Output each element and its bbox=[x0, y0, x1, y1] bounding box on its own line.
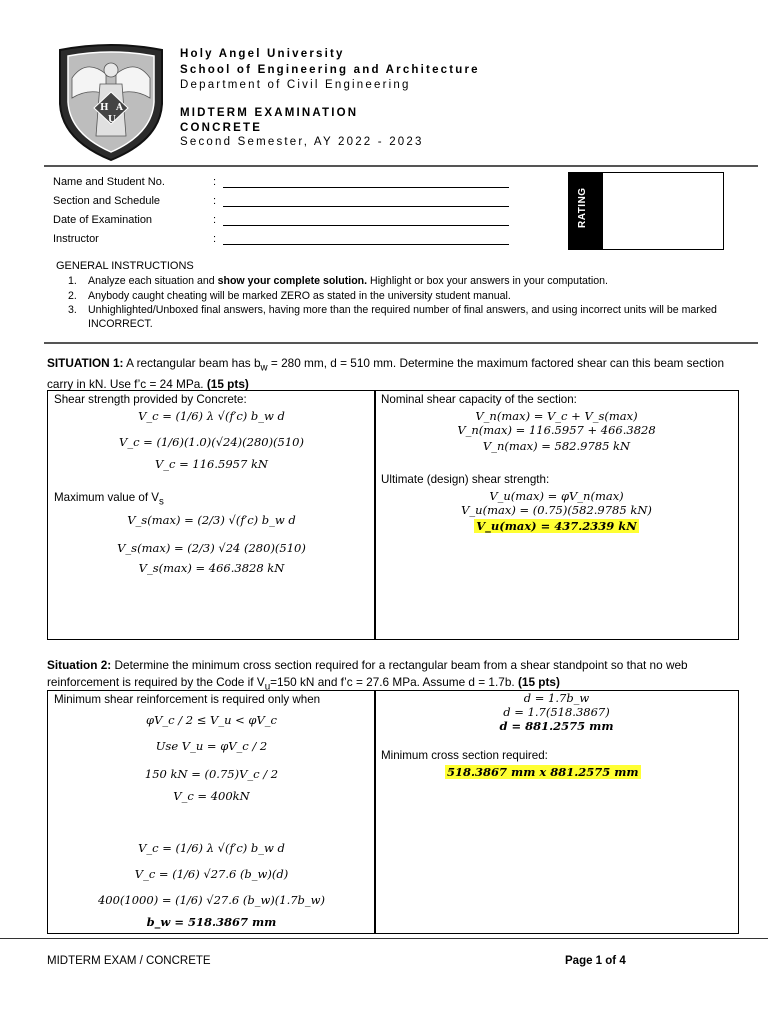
instructions-divider bbox=[44, 342, 758, 344]
situation-1-label: SITUATION 1: bbox=[47, 356, 124, 370]
s2-eq-vc-sub: V_c = (1/6) √27.6 (b_w)(d) bbox=[134, 867, 289, 881]
situation-2-text: Determine the minimum cross section required for a rectangular beam from a shear standpoint so that no web reinforcement is required by the Code if V bbox=[47, 658, 688, 689]
s2-eq-d-formula: d = 1.7b_w bbox=[523, 691, 590, 705]
s1-left-heading: Shear strength provided by Concrete: bbox=[54, 393, 247, 406]
field-colon: : bbox=[213, 233, 217, 245]
s2-answer bbox=[445, 765, 641, 779]
rating-label: RATING bbox=[577, 187, 588, 228]
situation-2-label: Situation 2: bbox=[47, 658, 112, 672]
school-name: School of Engineering and Architecture bbox=[180, 64, 480, 76]
field-line bbox=[223, 225, 509, 226]
s1-right-heading-2: Ultimate (design) shear strength: bbox=[381, 473, 550, 486]
instruction-num: 3. bbox=[68, 304, 77, 316]
instruction-num: 1. bbox=[68, 275, 77, 287]
university-name: Holy Angel University bbox=[180, 48, 345, 60]
exam-subject: CONCRETE bbox=[180, 122, 263, 134]
s1-answer-highlight: V_u(max) = 437.2339 kN bbox=[476, 519, 637, 533]
instruction-text: Anybody caught cheating will be marked ZERO as stated in the university student manual. bbox=[88, 290, 511, 302]
s1-eq-vs-result: V_s(max) = 466.3828 kN bbox=[138, 561, 285, 575]
field-colon: : bbox=[213, 176, 217, 188]
seal-letter-u: U bbox=[108, 115, 116, 125]
s1-eq-vn-sub: V_n(max) = 116.5957 + 466.3828 bbox=[457, 423, 656, 437]
s2-eq-bw-result: b_w = 518.3867 mm bbox=[146, 915, 277, 929]
instructions-title: GENERAL INSTRUCTIONS bbox=[56, 260, 194, 272]
field-label: Name and Student No. bbox=[53, 176, 165, 188]
rating-box bbox=[568, 172, 724, 250]
s1-right-heading: Nominal shear capacity of the section: bbox=[381, 393, 577, 406]
s1-eq-vu-formula: V_u(max) = φV_n(max) bbox=[489, 489, 624, 503]
s2-answer-highlight: 518.3867 mm x 881.2575 mm bbox=[447, 765, 639, 779]
department-name: Department of Civil Engineering bbox=[180, 79, 411, 91]
s2-eq-d-sub: d = 1.7(518.3867) bbox=[503, 705, 610, 719]
situation-2-left-box bbox=[47, 690, 376, 934]
s2-eq-use: Use V_u = φV_c / 2 bbox=[155, 739, 268, 753]
s1-eq-vs-formula: V_s(max) = (2/3) √(f′c) b_w d bbox=[127, 513, 296, 527]
s2-right-heading: Minimum cross section required: bbox=[381, 749, 548, 762]
exam-title: MIDTERM EXAMINATION bbox=[180, 107, 359, 119]
footer-title: MIDTERM EXAM / CONCRETE bbox=[47, 955, 211, 967]
s2-eq-d-result: d = 881.2575 mm bbox=[499, 719, 614, 733]
situation-1-text: A rectangular beam has b bbox=[123, 356, 261, 370]
field-label: Section and Schedule bbox=[53, 195, 161, 207]
s1-eq-vn-formula: V_n(max) = V_c + V_s(max) bbox=[475, 409, 638, 423]
situation-2-points: (15 pts) bbox=[517, 675, 560, 689]
instruction-text: Unhighlighted/Unboxed final answers, having more than the required number of final answers, and using incorrect units will be marked INCORRECT. bbox=[88, 304, 717, 330]
exam-semester: Second Semester, AY 2022 - 2023 bbox=[180, 136, 424, 148]
situation-2-right-box bbox=[374, 690, 739, 934]
s2-left-heading: Minimum shear reinforcement is required only when bbox=[54, 693, 321, 706]
footer-page-number: Page 1 of 4 bbox=[565, 955, 626, 967]
instruction-bold: show your complete solution. bbox=[217, 275, 368, 287]
situation-1-statement bbox=[47, 355, 737, 393]
field-label: Date of Examination bbox=[53, 214, 153, 226]
s1-eq-vs-sub: V_s(max) = (2/3) √24 (280)(510) bbox=[117, 541, 306, 555]
situation-2-text-2: =150 kN and f’c = 27.6 MPa. Assume d = 1.7b. bbox=[270, 675, 518, 689]
instruction-text-post: Highlight or box your answers in your computation. bbox=[367, 275, 608, 287]
s1-eq-vc-sub: V_c = (1/6)(1.0)(√24)(280)(510) bbox=[119, 435, 304, 449]
s1-eq-vc-result: V_c = 116.5957 kN bbox=[154, 457, 268, 471]
subscript: u bbox=[264, 681, 271, 693]
instruction-num: 2. bbox=[68, 290, 77, 302]
s2-eq-vc-formula: V_c = (1/6) λ √(f′c) b_w d bbox=[138, 841, 285, 855]
university-seal bbox=[56, 44, 166, 162]
s2-eq-vc-result: V_c = 400kN bbox=[173, 789, 250, 803]
subscript: w bbox=[260, 362, 268, 374]
s1-left-heading-2 bbox=[54, 491, 164, 507]
subscript: s bbox=[159, 496, 164, 508]
s1-eq-vn-result: V_n(max) = 582.9785 kN bbox=[482, 439, 631, 453]
field-colon: : bbox=[213, 195, 217, 207]
instruction-text: Analyze each situation and bbox=[88, 275, 218, 287]
s1-eq-vu-sub: V_u(max) = (0.75)(582.9785 kN) bbox=[461, 503, 652, 517]
s2-eq-condition: φV_c / 2 ≤ V_u < φV_c bbox=[146, 713, 277, 727]
footer-divider bbox=[0, 938, 768, 939]
s2-eq-150: 150 kN = (0.75)V_c / 2 bbox=[144, 767, 279, 781]
situation-1-points: (15 pts) bbox=[206, 377, 249, 392]
field-label: Instructor bbox=[53, 233, 99, 245]
situation-1-left-box bbox=[47, 390, 376, 640]
s1-eq-vc-formula: V_c = (1/6) λ √(f′c) b_w d bbox=[138, 409, 285, 423]
s2-eq-solve: 400(1000) = (1/6) √27.6 (b_w)(1.7b_w) bbox=[97, 893, 325, 907]
s1-answer bbox=[375, 519, 738, 533]
field-line bbox=[223, 187, 509, 188]
field-colon: : bbox=[213, 214, 217, 226]
seal-letter-h: H bbox=[100, 103, 109, 113]
field-line bbox=[223, 206, 509, 207]
situation-1-right-box bbox=[374, 390, 739, 640]
header-divider bbox=[44, 165, 758, 167]
situation-1-text-2: = 280 mm, d = 510 mm. Determine the maximum factored shear can this beam section carry in kN. Use f’c = 24 MPa. bbox=[47, 356, 725, 392]
seal-letter-a: A bbox=[116, 103, 123, 113]
field-line bbox=[223, 244, 509, 245]
s1-heading-text: Maximum value of V bbox=[54, 491, 160, 504]
